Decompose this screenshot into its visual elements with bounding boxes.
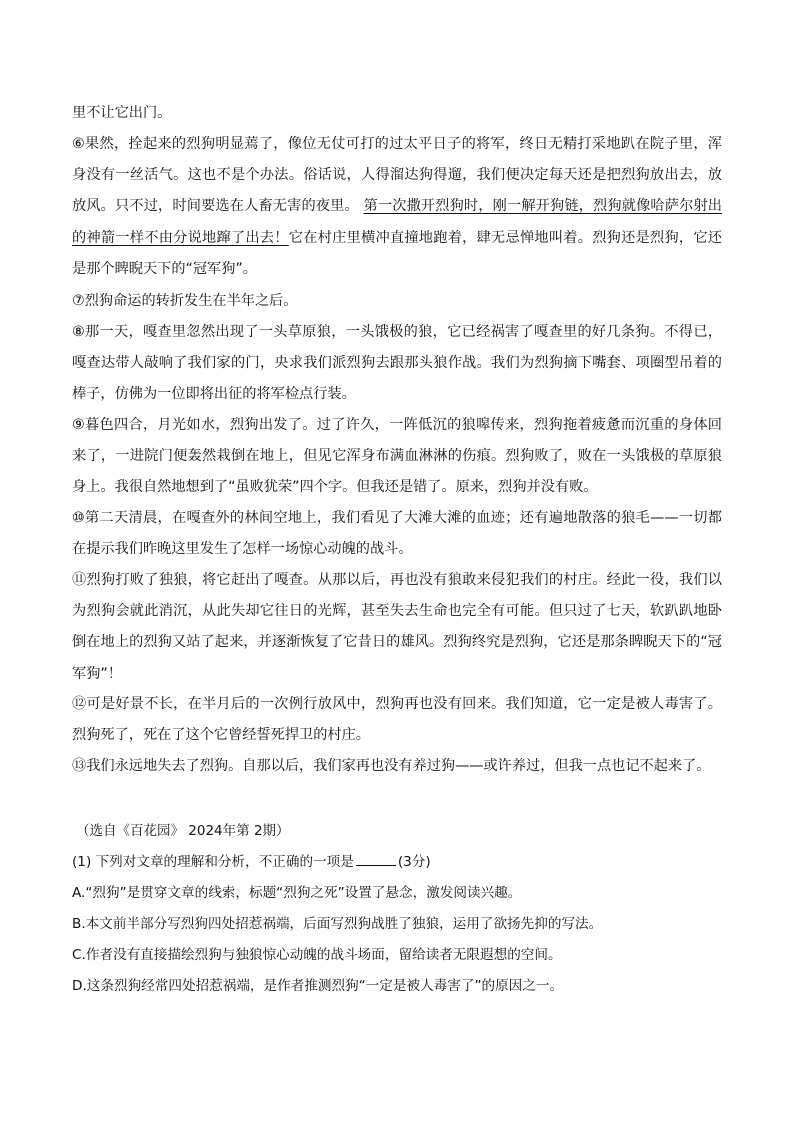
paragraph-6-text-a: ⑥果然，拴起来的烈狗明显蔫了，像位无仗可打的过太平日子的将军，终日无精打采地趴在院子里，浑身没有一丝活气。这也不是个办法。俗话说，人得溜达狗得遛，我们便决定每天还是把烈狗放出去，放放风。只不过，时间要选在人畜无害的夜里。	[72, 136, 722, 215]
answer-blank[interactable]	[356, 851, 396, 866]
option-a: A.“烈狗”是贯穿文章的线索，标题“烈狗之死”设置了悬念，激发阅读兴趣。	[72, 885, 522, 901]
paragraph-9: ⑨暮色四合，月光如水，烈狗出发了。过了许久，一阵低沉的狼嗥传来，烈狗拖着疲惫而沉重的身体回来了，一进院门便轰然栽倒在地上，但见它浑身布满血淋淋的伤痕。烈狗败了，败在一头饿极的草原狼身上。我很自然地想到了“虽败犹荣”四个字。但我还是错了。原来，烈狗并没有败。	[72, 417, 722, 496]
question-stem-text: (1) 下列对文章的理解和分析，不正确的一项是	[72, 854, 354, 870]
paragraph-12: ⑫可是好景不长，在半月后的一次例行放风中，烈狗再也没有回来。我们知道，它一定是被人毒害了。烈狗死了，死在了这个它曾经誓死捍卫的村庄。	[72, 696, 722, 744]
paragraph-10: ⑩第二天清晨，在嘎查外的林间空地上，我们看见了大滩大滩的血迹；还有遍地散落的狼毛——一切都在提示我们昨晚这里发生了怎样一场惊心动魄的战斗。	[72, 510, 722, 558]
question-stem	[72, 850, 722, 874]
paragraph-7: ⑦烈狗命运的转折发生在半年之后。	[72, 293, 298, 309]
paragraph-13: ⑬我们永远地失去了烈狗。自那以后，我们家再也没有养过狗——或许养过，但我一点也记不起来了。	[72, 758, 711, 774]
paragraph-6-underlined-sentence: 第一次撒开烈狗时，刚一解开狗链，烈狗就像哈萨尔射出的神箭一样不由分说地蹿了出去！	[72, 198, 722, 246]
paragraph-6-text-b: 它在村庄里横冲直撞地跑着，肆无忌惮地叫着。烈狗还是烈狗，它还是那个睥睨天下的“冠军狗”。	[72, 229, 722, 277]
paragraph-5-end: 里不让它出门。	[72, 105, 172, 121]
option-d: D.这条烈狗经常四处招惹祸端，是作者推测烈狗“一定是被人毒害了”的原因之一。	[72, 978, 564, 994]
paragraph-11: ⑪烈狗打败了独狼，将它赶出了嘎查。从那以后，再也没有狼敢来侵犯我们的村庄。经此一役，我们以为烈狗会就此消沉，从此失却它往日的光辉，甚至失去生命也完全有可能。但只过了七天，软趴趴地卧倒在地上的烈狗又站了起来，并逐渐恢复了它昔日的雄风。烈狗终究是烈狗，它还是那条睥睨天下的“冠军狗”！	[72, 572, 722, 682]
option-c: C.作者没有直接描绘烈狗与独狼惊心动魄的战斗场面，留给读者无限遐想的空间。	[72, 947, 562, 963]
source-citation: （选自《百花园》 2024年第 2期）	[76, 823, 290, 839]
paragraph-6	[72, 129, 722, 285]
question-points: (3分)	[397, 854, 431, 870]
option-b: B.本文前半部分写烈狗四处招惹祸端，后面写烈狗战胜了独狼，运用了欲扬先抑的写法。	[72, 916, 603, 932]
paragraph-8: ⑧那一天，嘎查里忽然出现了一头草原狼，一头饿极的狼，它已经祸害了嘎查里的好几条狗。不得已，嘎查达带人敲响了我们家的门，央求我们派烈狗去跟那头狼作战。我们为烈狗摘下嘴套、项圈型吊着的棒子，仿佛为一位即将出征的将军检点行装。	[72, 324, 722, 403]
